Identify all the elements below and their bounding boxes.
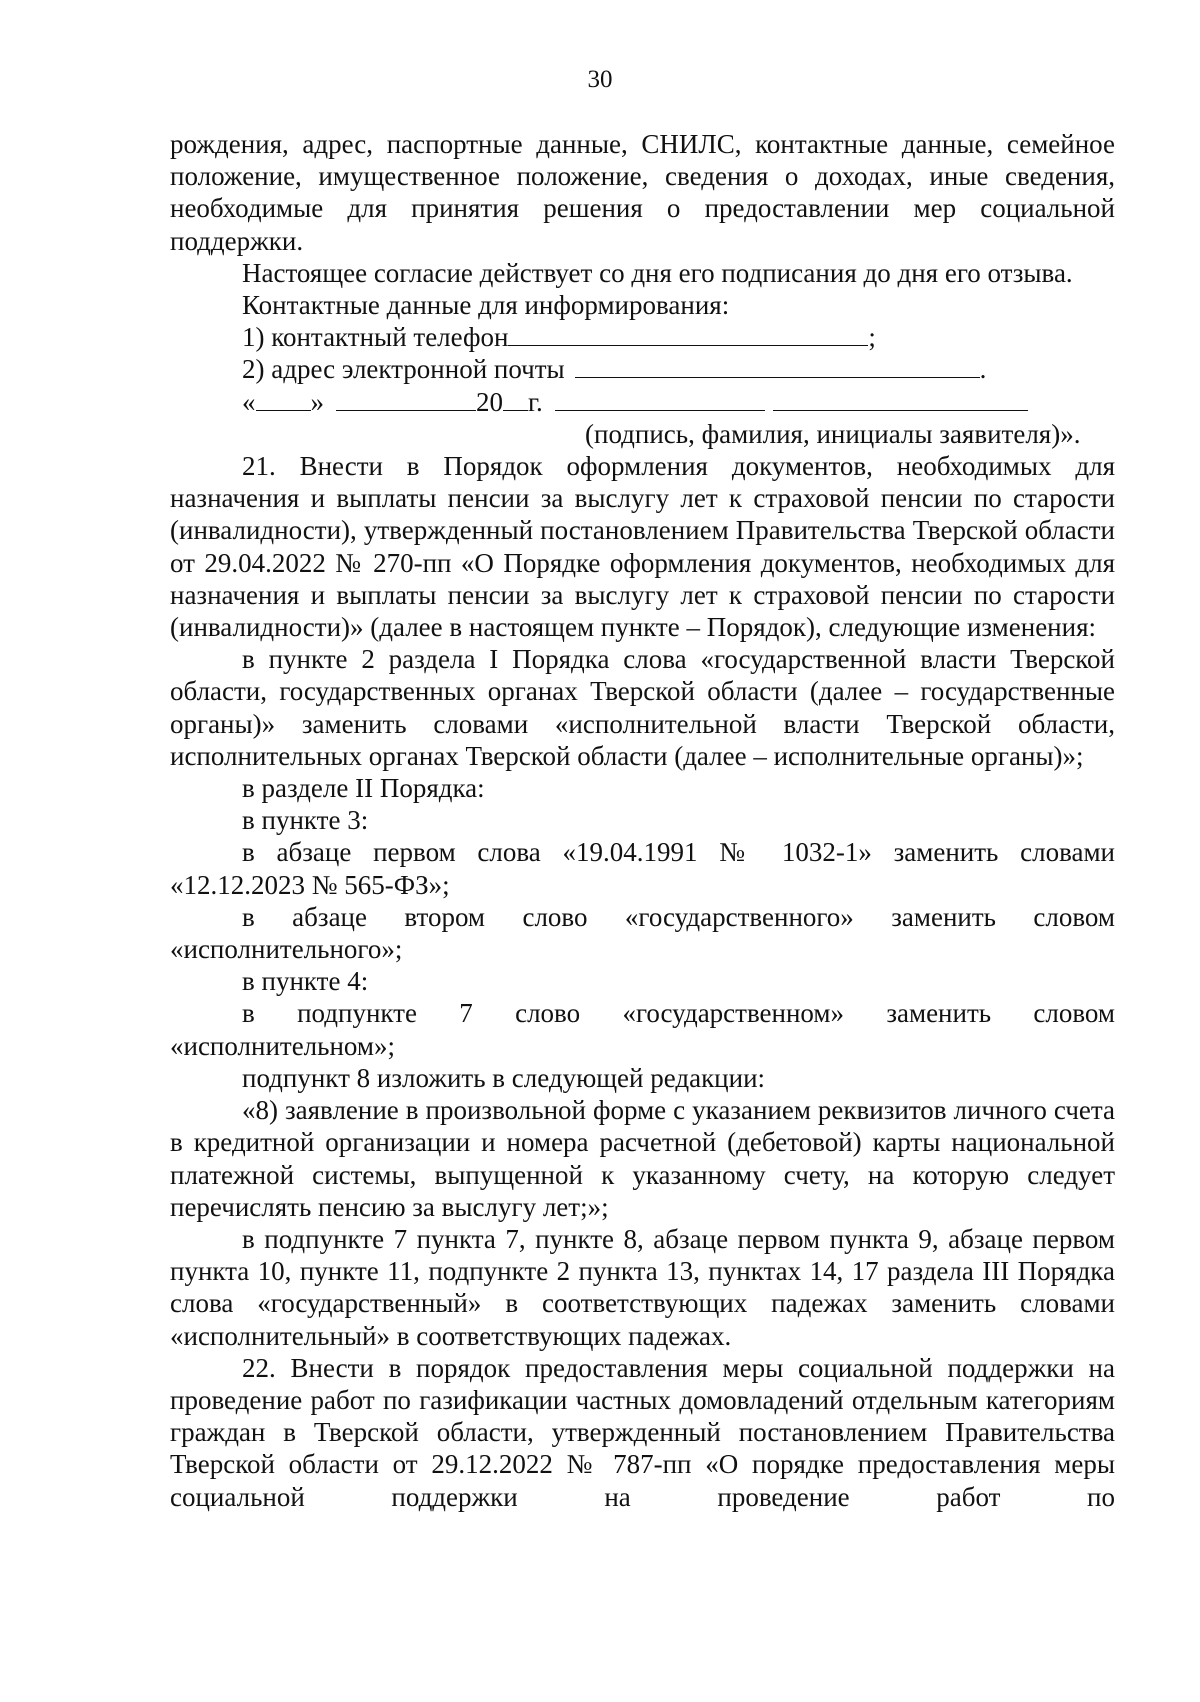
- page-number: 30: [587, 66, 613, 93]
- section-21-item-5: в абзаце втором слово «государственного» заменить словом «исполнительного»;: [170, 901, 1115, 965]
- section-22-intro: 22. Внести в порядок предоставления меры социальной поддержки на проведение работ по газификации частных домовладений отдельным категориям граждан в Тверской области, утвержденный постановлением Правительства Тверской области от 29.12.2022 № 787-пп «О порядке предоставления меры социальной поддержки на проведение работ по: [170, 1352, 1115, 1512]
- section-21-item-10: в подпункте 7 пункта 7, пункте 8, абзаце первом пункта 9, абзаце первом пункта 10, пункте 11, подпункте 2 пункта 13, пунктах 14, 17 раздела III Порядка слова «государственный» в соответствующих падежах заменить словами «исполнительный» в соответствующих падежах.: [170, 1223, 1115, 1351]
- section-21-item-4: в абзаце первом слова «19.04.1991 № 1032-1» заменить словами «12.12.2023 № 565-ФЗ»;: [170, 837, 1115, 900]
- contacts-title: Контактные данные для информирования:: [242, 290, 730, 321]
- year-blank[interactable]: [503, 388, 528, 411]
- signature-blank[interactable]: [555, 388, 765, 411]
- name-blank[interactable]: [773, 388, 1028, 411]
- date-signature-line: [170, 386, 1115, 418]
- section-21-item-2: в разделе II Порядка:: [242, 773, 485, 804]
- phone-end: ;: [868, 322, 876, 353]
- paragraph-personal-data: рождения, адрес, паспортные данные, СНИЛС, контактные данные, семейное положение, имущественное положение, сведения о доходах, иные сведения, необходимые для принятия решения о предоставлении мер социальной поддержки.: [170, 129, 1115, 256]
- section-21-item-7: в подпункте 7 слово «государственном» заменить словом «исполнительном»;: [170, 998, 1115, 1061]
- email-label: 2) адрес электронной почты: [242, 354, 565, 385]
- section-21-item-3: в пункте 3:: [242, 805, 369, 836]
- month-blank[interactable]: [336, 388, 476, 411]
- document-body: [170, 128, 1115, 1513]
- section-21-item-9: «8) заявление в произвольной форме с указанием реквизитов личного счета в кредитной организации и номера расчетной (дебетовой) карты национальной платежной системы, выпущенной к указанному счету, на которую следует перечислять пенсию за выслугу лет;»;: [170, 1095, 1115, 1222]
- section-21-item-6: в пункте 4:: [242, 966, 369, 997]
- email-end: .: [979, 354, 987, 385]
- phone-line: [170, 321, 1115, 353]
- section-21-intro: 21. Внести в Порядок оформления документов, необходимых для назначения и выплаты пенсии за выслугу лет к страховой пенсии по старости (инвалидности), утвержденный постановлением Правительства Тверской области от 29.04.2022 № 270-пп «О Порядке оформления документов, необходимых для назначения и выплаты пенсии за выслугу лет к страховой пенсии по старости (инвалидности)» (далее в настоящем пункте – Порядок), следующие изменения:: [170, 451, 1115, 643]
- email-line: [170, 353, 1115, 385]
- signature-caption: (подпись, фамилия, инициалы заявителя)».: [585, 418, 1081, 449]
- section-21-item-1: в пункте 2 раздела I Порядка слова «государственной власти Тверской области, государственных органах Тверской области (далее – государственные органы)» заменить словами «исполнительной власти Тверской области, исполнительных органах Тверской области (далее – исполнительные органы)»;: [170, 644, 1115, 771]
- email-blank[interactable]: [575, 355, 980, 378]
- section-21-item-8: подпункт 8 изложить в следующей редакции:: [242, 1062, 766, 1093]
- phone-blank[interactable]: [508, 323, 868, 346]
- phone-label: 1) контактный телефон: [242, 322, 509, 353]
- year-suffix: г.: [528, 386, 543, 417]
- year-prefix: 20: [476, 386, 503, 417]
- date-open-quote: «: [242, 386, 256, 417]
- day-blank[interactable]: [256, 388, 311, 411]
- date-close-quote: »: [310, 386, 324, 417]
- consent-validity: Настоящее согласие действует со дня его подписания до дня его отзыва.: [242, 257, 1073, 288]
